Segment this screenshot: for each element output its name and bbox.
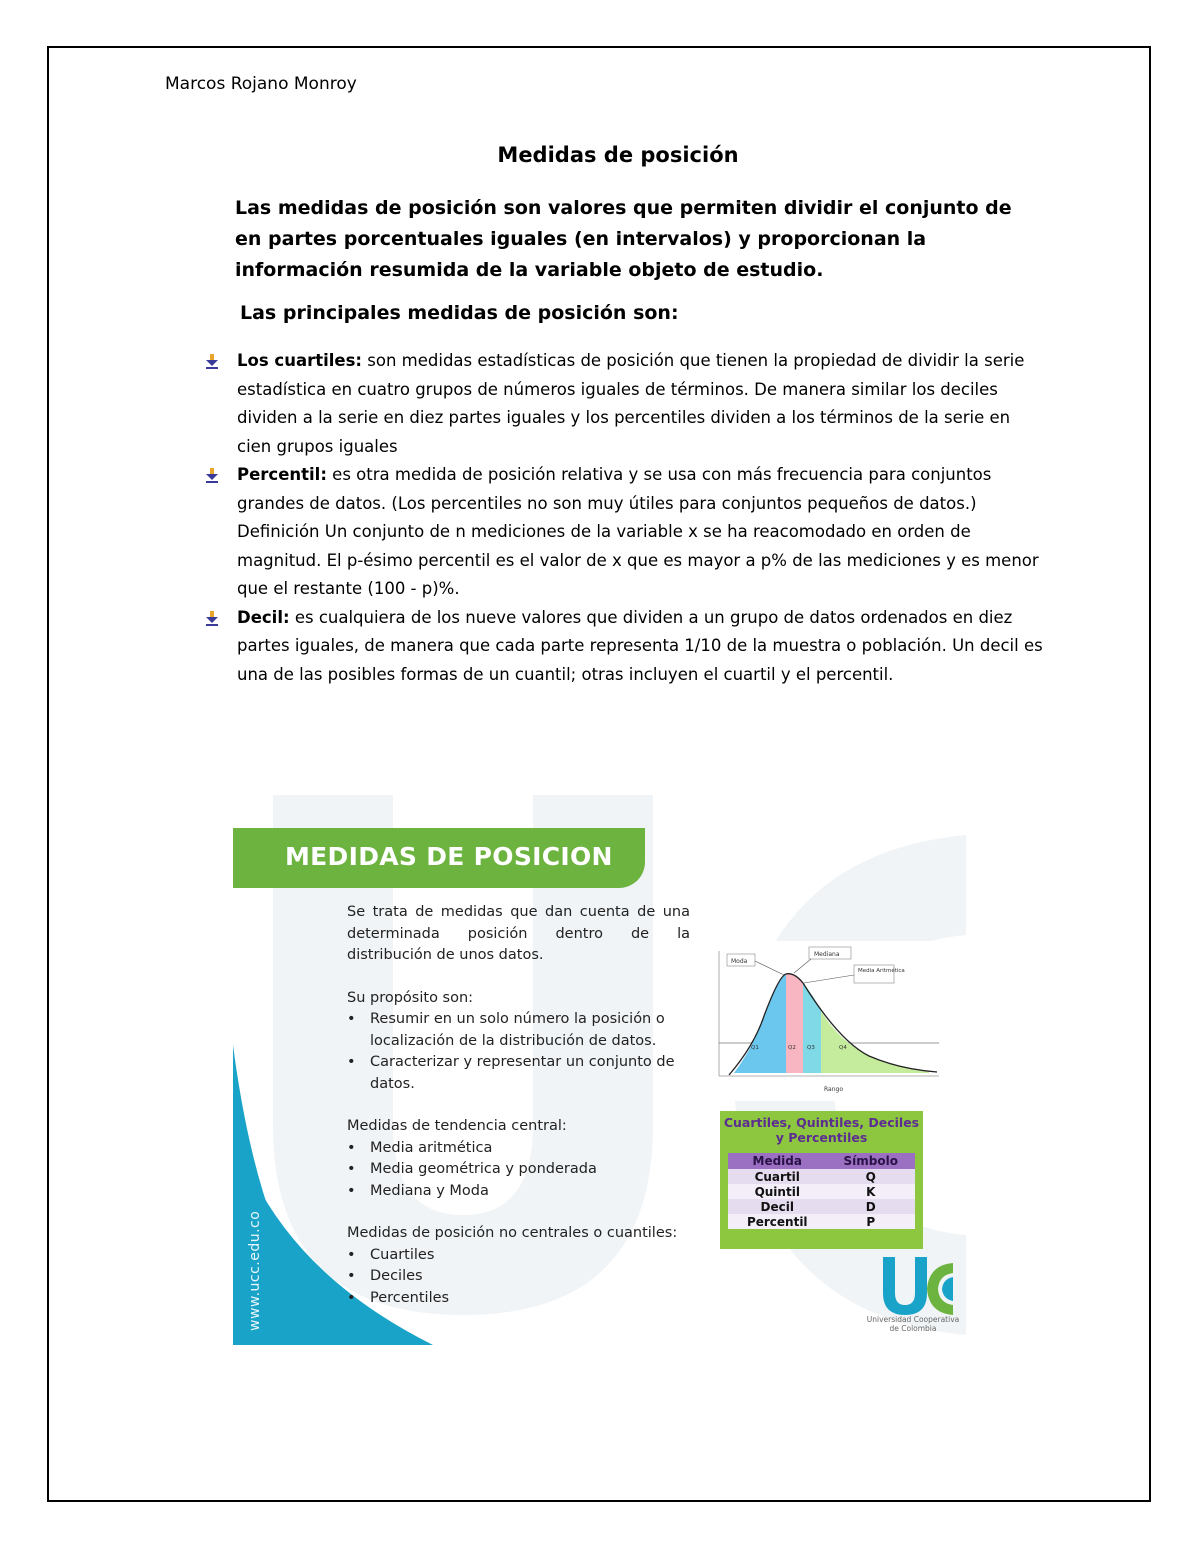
intro-paragraph: Las medidas de posición son valores que permiten dividir el conjunto de en partes porcentuales iguales (en intervalos) y proporcionan la información resumida de la variable objeto de estudio. (235, 197, 1012, 281)
mean-label: Media Aritmética (858, 968, 905, 974)
logo-caption: Universidad Cooperativa de Colombia (866, 1315, 960, 1333)
q2-label: Q2 (788, 1045, 796, 1051)
list-item: • Mediana y Moda (347, 1181, 690, 1203)
slide-para1-line: determinada posición dentro de la (347, 925, 690, 942)
table-cell: Percentil (728, 1214, 827, 1229)
purpose-list (347, 1009, 690, 1095)
slide-para1-line: Se trata de medidas que dan cuenta de una (347, 904, 690, 920)
bullet-item-percentil: Percentil: es otra medida de posición relativa y se usa con más frecuencia para conjuntos grandes de datos. (Los percentiles no son muy útiles para conjuntos pequeños de datos.) Definición Un conjunto de n mediciones de la variable x se ha reacomodado en orden de magnitud. El p-ésimo percentil es el valor de x que es mayor a p% de las mediciones y es menor que el restante (100 - p)%. (204, 461, 1044, 604)
list-item: • Media aritmética (347, 1138, 690, 1160)
slide-banner (233, 828, 645, 888)
mode-label: Moda (731, 958, 748, 965)
x-axis-label: Rango (824, 1086, 843, 1093)
list-item: • Percentiles (347, 1288, 690, 1310)
sidebar-url: www.ucc.edu.co (247, 1210, 263, 1331)
slide-image (233, 795, 966, 1345)
slide-para1-line: distribución de unos datos. (347, 947, 544, 963)
bullet-item-decil: Decil: es cualquiera de los nueve valores que dividen a un grupo de datos ordenados en diez partes iguales, de manera que cada parte representa 1/10 de la muestra o población. Un decil es una de las posibles formas de un cuantil; otras incluyen el cuartil y el percentil. (204, 604, 1044, 690)
noncentral-list (347, 1245, 690, 1310)
slide-text (347, 902, 690, 1309)
slide-banner-title: MEDIDAS DE POSICION (285, 842, 613, 871)
q4-label: Q4 (839, 1045, 847, 1051)
central-heading: Medidas de tendencia central: (347, 1118, 567, 1134)
table-header: Medida (728, 1153, 827, 1169)
table-header-row (728, 1153, 915, 1169)
noncentral-heading: Medidas de posición no centrales o cuantiles: (347, 1225, 678, 1241)
table-row (728, 1184, 915, 1199)
author-name: Marcos Rojano Monroy (165, 74, 357, 94)
arrow-bullet-icon (204, 467, 220, 483)
table-cell: Quintil (728, 1184, 827, 1199)
table-cell: P (827, 1214, 916, 1229)
table-row (728, 1214, 915, 1229)
q2-region (786, 974, 803, 1073)
table-cell: Decil (728, 1199, 827, 1214)
median-label: Mediana (814, 951, 840, 958)
page-title: Medidas de posición (497, 143, 739, 167)
q3-label: Q3 (807, 1045, 815, 1051)
distribution-chart (699, 941, 944, 1101)
list-item: • Deciles (347, 1266, 690, 1288)
table-header: Símbolo (827, 1153, 916, 1169)
subtitle: Las principales medidas de posición son: (240, 302, 679, 324)
table-cell: K (827, 1184, 916, 1199)
quantiles-table (728, 1153, 915, 1229)
table-row (728, 1169, 915, 1184)
quantiles-table-box (720, 1111, 923, 1249)
list-item: • Media geométrica y ponderada (347, 1159, 690, 1181)
table-row (728, 1199, 915, 1214)
q1-label: Q1 (751, 1045, 759, 1051)
list-item: • Cuartiles (347, 1245, 690, 1267)
table-cell: Cuartil (728, 1169, 827, 1184)
purpose-heading: Su propósito son: (347, 989, 474, 1006)
list-item: • Caracterizar y representar un conjunto de datos. (347, 1052, 690, 1095)
arrow-bullet-icon (204, 610, 220, 626)
table-cell: Q (827, 1169, 916, 1184)
table-cell: D (827, 1199, 916, 1214)
quantiles-table-title: Cuartiles, Quintiles, Deciles y Percentiles (723, 1115, 920, 1145)
list-item: • Resumir en un solo número la posición o localización de la distribución de datos. (347, 1009, 690, 1052)
central-list (347, 1138, 690, 1203)
arrow-bullet-icon (204, 353, 220, 369)
bullet-item-cuartiles: Los cuartiles: son medidas estadísticas de posición que tienen la propiedad de dividir la serie estadística en cuatro grupos de números iguales de términos. De manera similar los deciles dividen a la serie en diez partes iguales y los percentiles dividen a los términos de la serie en cien grupos iguales (204, 347, 1044, 461)
bullet-list (204, 347, 1044, 689)
